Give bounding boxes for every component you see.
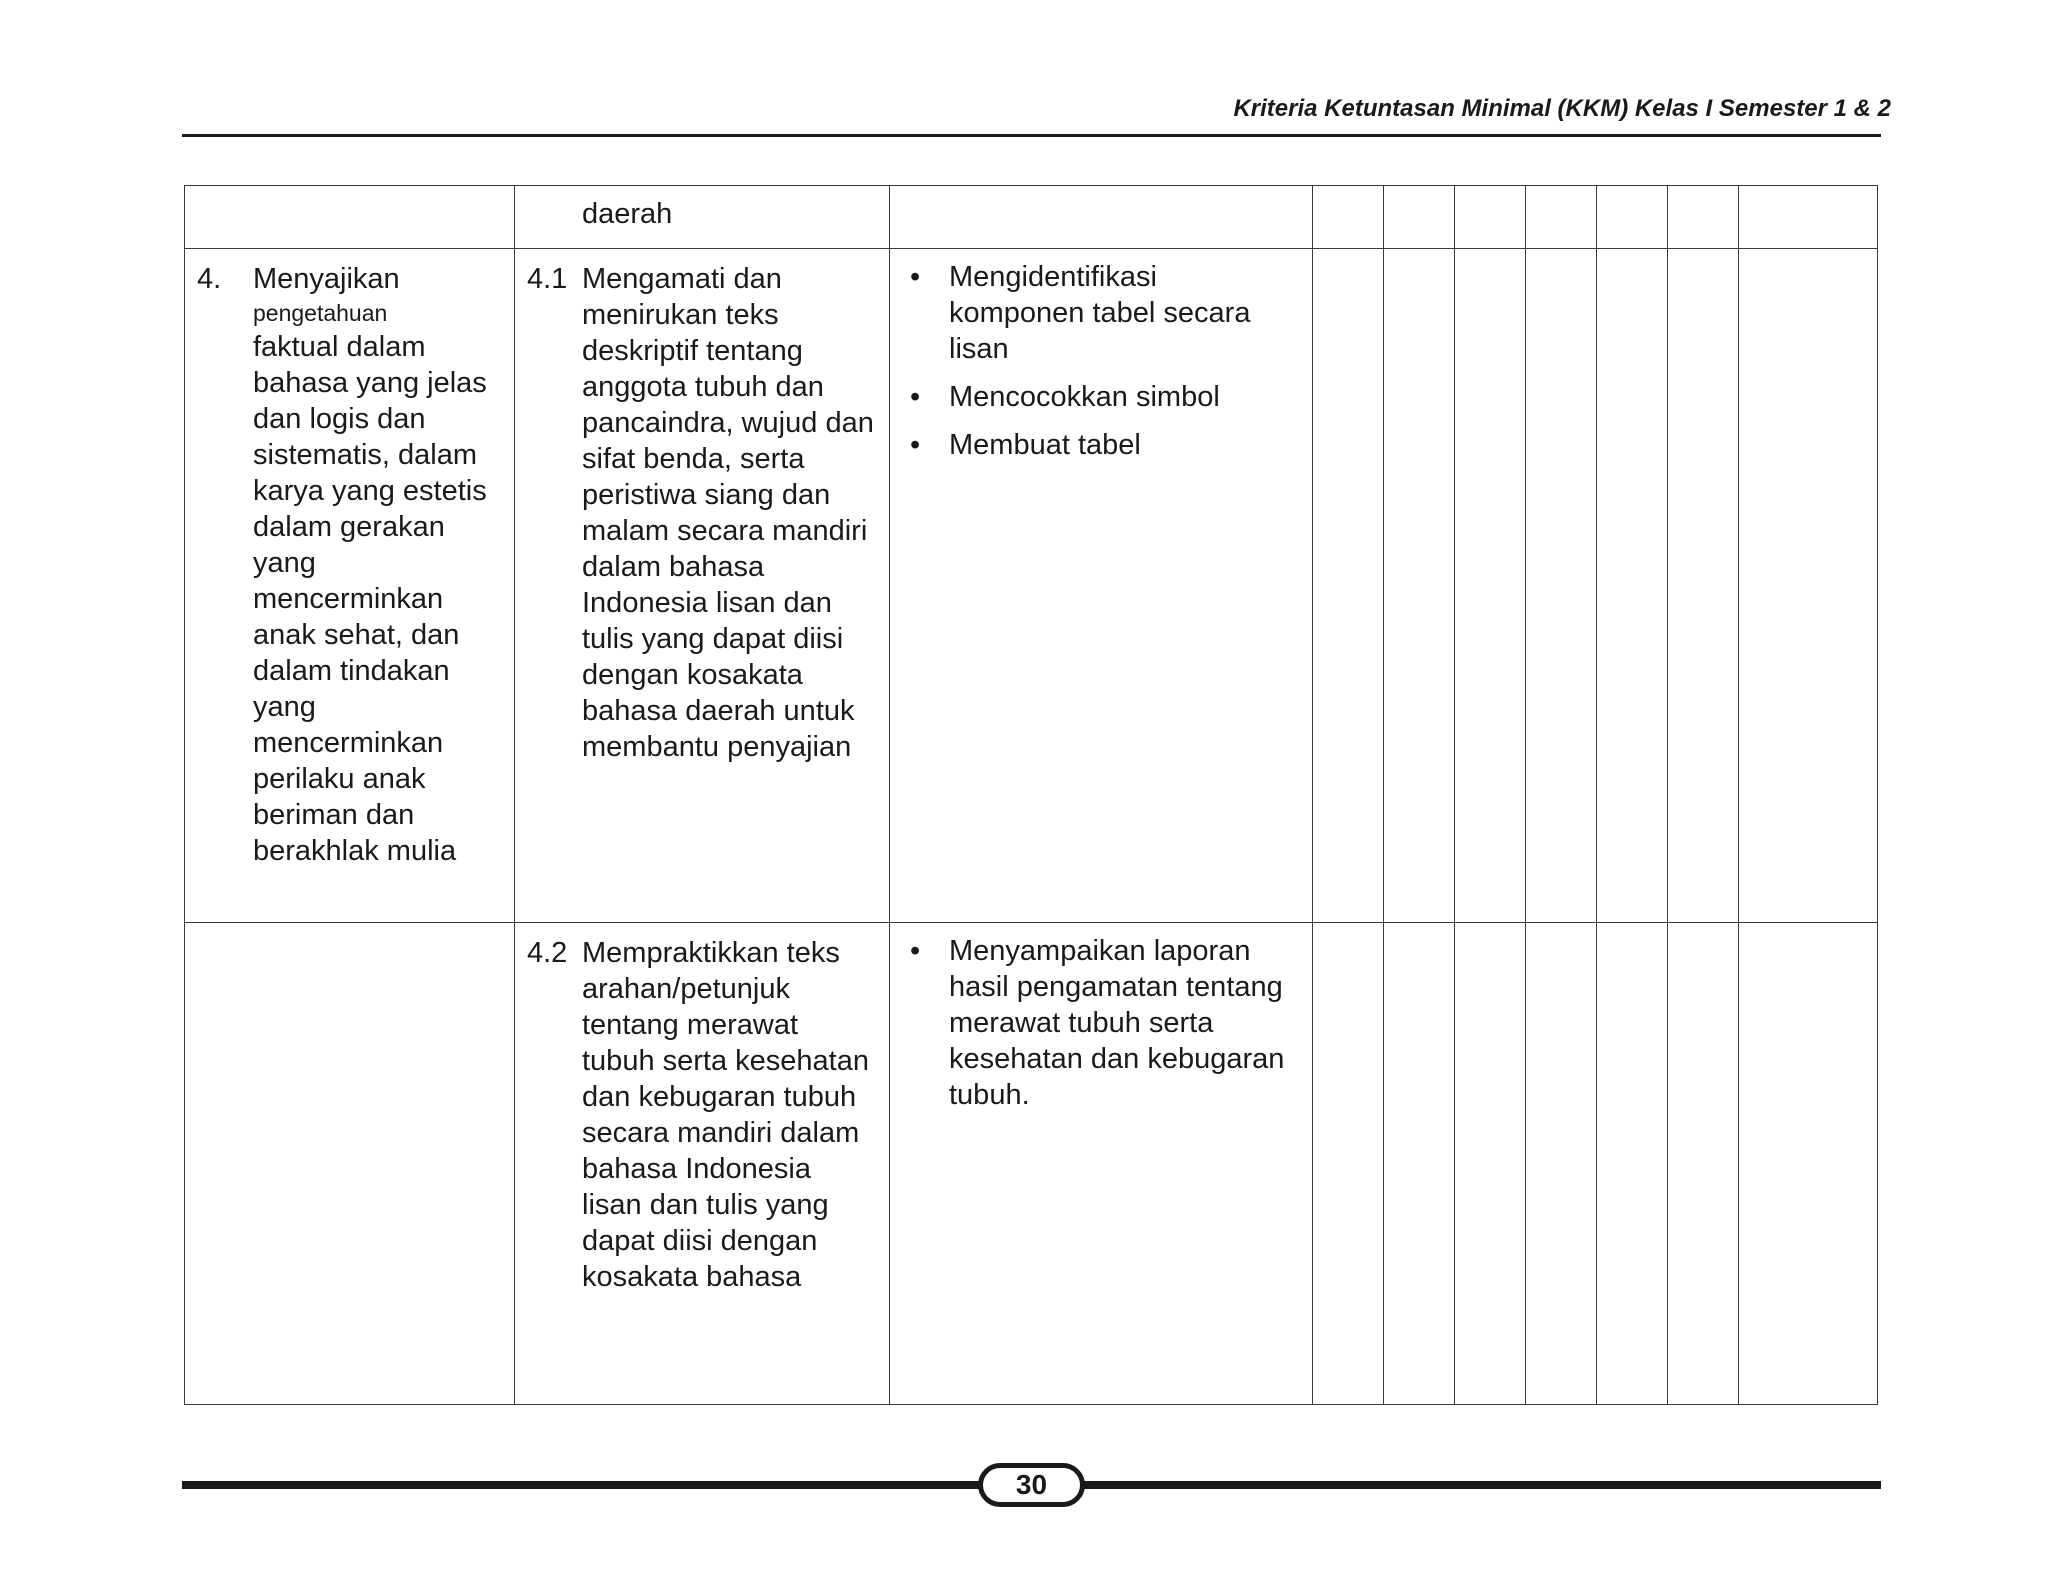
score-cell (1455, 249, 1526, 923)
list-item: • Mencocokkan simbol (902, 379, 1300, 415)
score-cell (1526, 186, 1597, 249)
score-cell (1668, 249, 1739, 923)
score-cell (1384, 249, 1455, 923)
score-cell (1739, 923, 1878, 1405)
bullet-icon: • (910, 381, 921, 413)
page-number: 30 (978, 1463, 1085, 1507)
score-cell (1455, 186, 1526, 249)
list-item: • Menyampaikan laporan hasil pengamatan tentang merawat tubuh serta kesehatan dan kebugaran tubuh. (902, 933, 1300, 1113)
indicator-cell (890, 923, 1313, 1405)
ki-cell (185, 923, 515, 1405)
ki-number: 4. (197, 263, 222, 295)
indicator-list (902, 259, 1300, 463)
kd-cell (515, 923, 890, 1405)
bullet-icon: • (910, 261, 921, 293)
list-item: • Mengidentifikasi komponen tabel secara lisan (902, 259, 1300, 367)
table-row (185, 186, 1878, 249)
kd-text: Mengamati dan menirukan teks deskriptif tentang anggota tubuh dan pancaindra, wujud dan sifat benda, serta peristiwa siang dan malam secara mandiri dalam bahasa Indonesia lisan dan tulis yang dapat diisi dengan kosakata bahasa daerah untuk membantu penyajian (582, 263, 874, 763)
table-row (185, 923, 1878, 1405)
table-row (185, 249, 1878, 923)
ki-cell (185, 186, 515, 249)
score-cell (1597, 249, 1668, 923)
footer-rule-left (182, 1481, 982, 1489)
kd-cell (515, 249, 890, 923)
score-cell (1597, 923, 1668, 1405)
score-cell (1313, 923, 1384, 1405)
indicator-cell (890, 186, 1313, 249)
score-cell (1668, 186, 1739, 249)
score-cell (1668, 923, 1739, 1405)
score-cell (1597, 186, 1668, 249)
score-cell (1455, 923, 1526, 1405)
ki-cell (185, 249, 515, 923)
ki-text-rest: faktual dalam bahasa yang jelas dan logis dan sistematis, dalam karya yang estetis dalam gerakan yang mencerminkan anak sehat, dan dalam tindakan yang mencerminkan perilaku anak beriman dan berakhlak mulia (253, 331, 487, 867)
indicator-list (902, 933, 1300, 1113)
score-cell (1739, 186, 1878, 249)
ki-text-line1: Menyajikan (253, 263, 400, 295)
score-cell (1313, 186, 1384, 249)
score-cell (1384, 923, 1455, 1405)
bullet-icon: • (910, 935, 921, 967)
score-cell (1739, 249, 1878, 923)
kd-text: daerah (582, 198, 673, 230)
header-rule (182, 134, 1881, 137)
score-cell (1313, 249, 1384, 923)
score-cell (1384, 186, 1455, 249)
kd-number: 4.1 (527, 263, 568, 295)
ki-text-line2: pengetahuan (253, 300, 388, 326)
bullet-icon: • (910, 429, 921, 461)
list-item: • Membuat tabel (902, 427, 1300, 463)
kd-text: Mempraktikkan teks arahan/petunjuk tentang merawat tubuh serta kesehatan dan kebugaran tubuh secara mandiri dalam bahasa Indonesia lisan dan tulis yang dapat diisi dengan kosakata bahasa (582, 937, 869, 1293)
kd-cell (515, 186, 890, 249)
kd-number: 4.2 (527, 937, 568, 969)
footer-rule-right (1082, 1481, 1881, 1489)
indicator-cell (890, 249, 1313, 923)
kkm-table (184, 185, 1878, 1405)
page-header-title: Kriteria Ketuntasan Minimal (KKM) Kelas I Semester 1 & 2 (1233, 95, 1891, 122)
score-cell (1526, 923, 1597, 1405)
score-cell (1526, 249, 1597, 923)
